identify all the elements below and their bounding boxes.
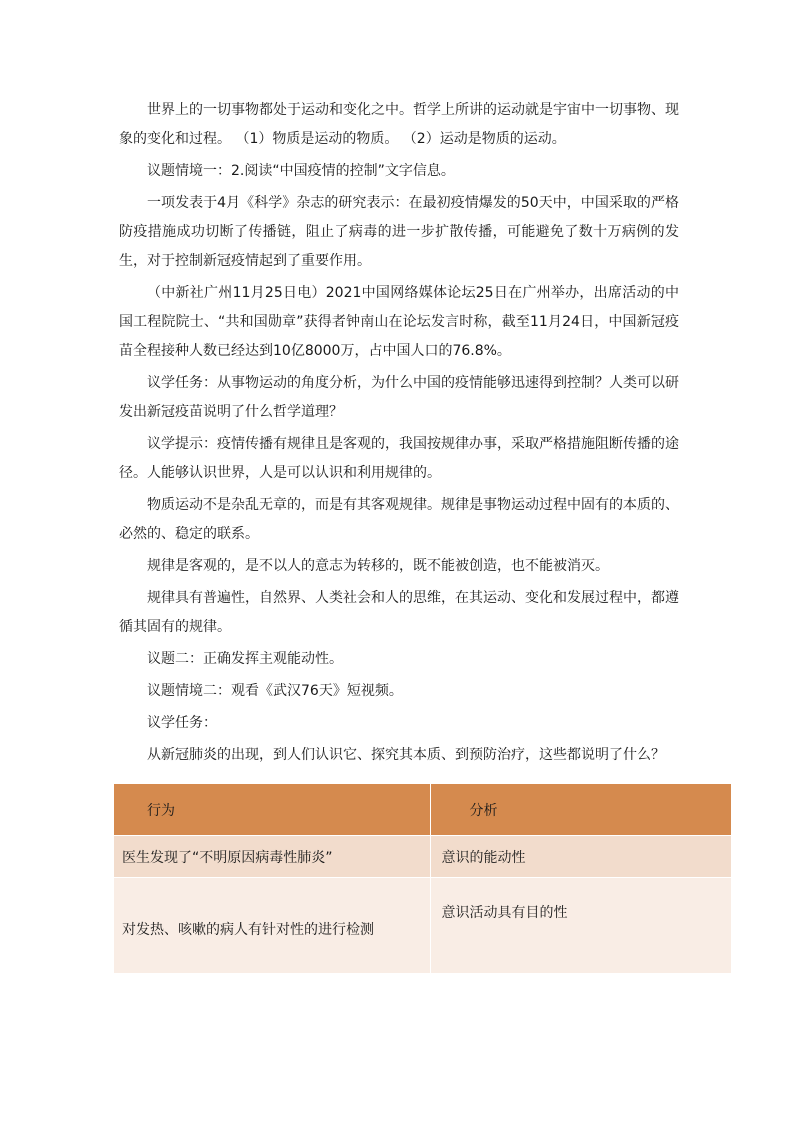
analysis-table	[113, 783, 732, 974]
paragraph: 议学任务：从事物运动的角度分析，为什么中国的疫情能够迅速得到控制？人类可以研发出新冠疫苗说明了什么哲学道理？	[119, 375, 679, 420]
table-cell: 对发热、咳嗽的病人有针对性的进行检测	[114, 878, 431, 974]
paragraph: 议学任务：	[147, 715, 217, 731]
paragraph: （中新社广州11月25日电）2021中国网络媒体论坛25日在广州举办，出席活动的中国工程院院士、“共和国勋章”获得者钟南山在论坛发言时称，截至11月24日，中国新冠疫苗全程接种人数已经达到10亿8000万，占中国人口的76.8%。	[119, 285, 679, 359]
paragraph: 物质运动不是杂乱无章的，而是有其客观规律。规律是事物运动过程中固有的本质的、必然的、稳定的联系。	[119, 497, 679, 542]
table-header-cell: 分析	[431, 784, 732, 836]
table-row	[114, 878, 732, 974]
table-header-row	[114, 784, 732, 836]
paragraph: 世界上的一切事物都处于运动和变化之中。哲学上所讲的运动就是宇宙中一切事物、现象的变化和过程。 （1）物质是运动的物质。 （2）运动是物质的运动。	[119, 102, 679, 147]
table-cell: 医生发现了“不明原因病毒性肺炎”	[114, 836, 431, 878]
document-body	[119, 96, 679, 773]
paragraph: 规律是客观的，是不以人的意志为转移的，既不能被创造，也不能被消灭。	[147, 558, 609, 574]
paragraph: 规律具有普遍性，自然界、人类社会和人的思维，在其运动、变化和发展过程中，都遵循其固有的规律。	[119, 590, 679, 635]
table-row	[114, 836, 732, 878]
paragraph: 一项发表于4月《科学》杂志的研究表示：在最初疫情爆发的50天中，中国采取的严格防疫措施成功切断了传播链，阻止了病毒的进一步扩散传播，可能避免了数十万病例的发生，对于控制新冠疫情起到了重要作用。	[119, 195, 679, 269]
paragraph: 从新冠肺炎的出现，到人们认识它、探究其本质、到预防治疗，这些都说明了什么？	[147, 747, 665, 763]
paragraph: 议题情境二：观看《武汉76天》短视频。	[147, 683, 403, 699]
table-cell: 意识的能动性	[431, 836, 732, 878]
paragraph: 议题二：正确发挥主观能动性。	[147, 651, 343, 667]
table-cell: 意识活动具有目的性	[431, 878, 732, 974]
table-header-cell: 行为	[114, 784, 431, 836]
paragraph: 议题情境一：2.阅读“中国疫情的控制”文字信息。	[147, 163, 455, 179]
paragraph: 议学提示：疫情传播有规律且是客观的，我国按规律办事，采取严格措施阻断传播的途径。人能够认识世界，人是可以认识和利用规律的。	[119, 436, 679, 481]
